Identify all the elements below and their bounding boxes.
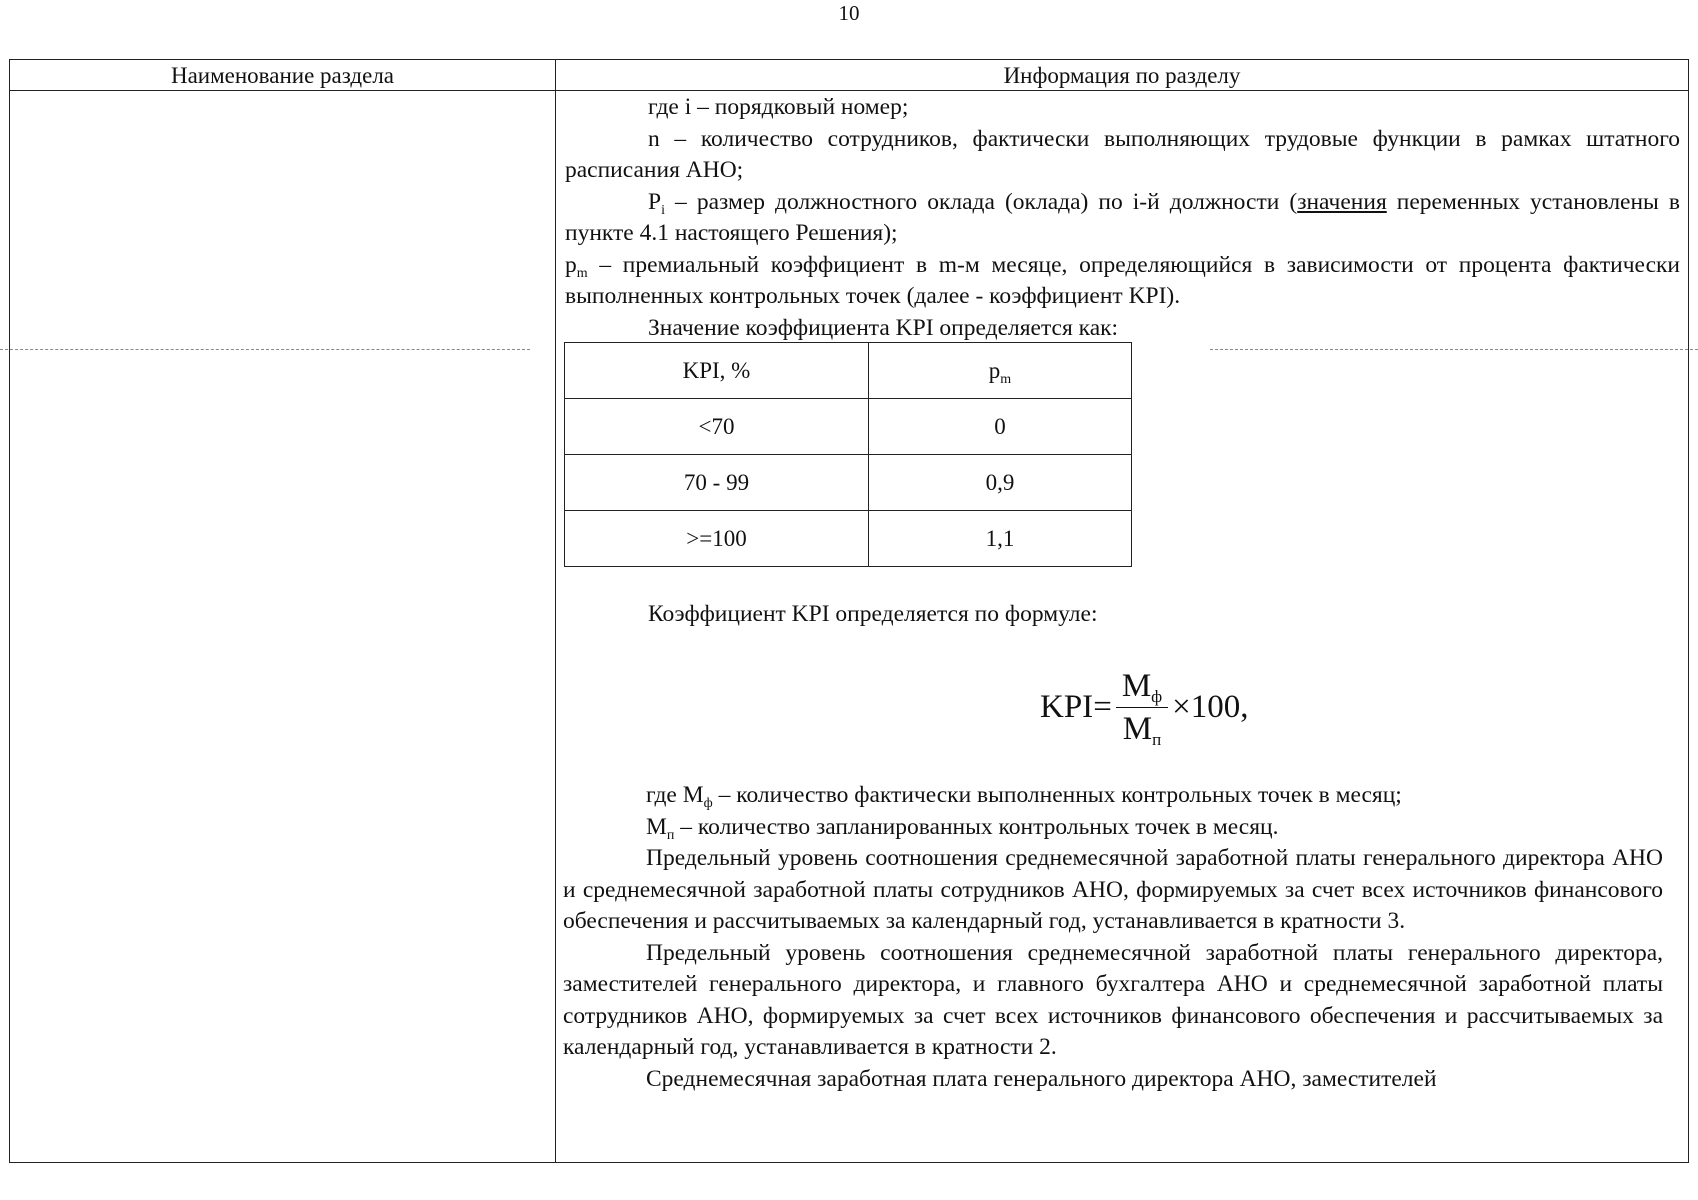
kpi-table-header-row — [565, 343, 1132, 399]
definition-mp: $M_п$ – количество запланированных контрольных точек в месяц. — [646, 813, 1279, 843]
coef-cell: 0,9 — [869, 455, 1132, 511]
header-section-name: Наименование раздела — [170, 63, 394, 88]
kpi-formula — [1040, 667, 1249, 748]
definition-n: n – количество сотрудников, фактически выполняющих трудовые функции в рамках штатного расписания АНО; — [565, 125, 1680, 183]
kpi-range-cell: <70 — [565, 399, 869, 455]
formula-numerator: $M_ф$ — [1116, 667, 1168, 708]
header-section-info: Информация по разделу — [1003, 63, 1241, 88]
kpi-range-cell: >=100 — [565, 511, 869, 567]
header-divider — [10, 90, 1688, 91]
formula-lhs: KPI — [1040, 689, 1094, 725]
definition-pm: $p_m$ – премиальный коэффициент в m-м месяце, определяющийся в зависимости от процента фактически выполненных контрольных точек (далее - коэффициент KPI). — [565, 251, 1680, 309]
coef-cell: 0 — [869, 399, 1132, 455]
kpi-value-intro: Значение коэффициента KPI определяется как: — [648, 314, 1119, 341]
table-row — [565, 399, 1132, 455]
paragraph-salary: Среднемесячная заработная плата генерального директора АНО, заместителей — [646, 1065, 1437, 1092]
values-link[interactable]: значения — [1297, 188, 1387, 215]
formula-fraction — [1116, 667, 1168, 748]
formula-multiplier: ×100, — [1172, 689, 1249, 725]
kpi-table — [564, 342, 1132, 567]
kpi-range-cell: 70 - 99 — [565, 455, 869, 511]
formula-label: Коэффициент KPI определяется по формуле: — [648, 601, 1098, 627]
kpi-header: KPI, % — [565, 343, 869, 399]
definition-p: $P_i$ – размер должностного оклада (оклада) по i-й должности (значения переменных установлены в пункте 4.1 настоящего Решения); — [565, 188, 1680, 246]
dashed-line-left — [0, 349, 530, 350]
definition-mf: где $M_ф$ – количество фактически выполненных контрольных точек в месяц; — [646, 782, 1402, 811]
formula-equals: = — [1093, 689, 1112, 725]
section-info-text — [565, 92, 1680, 344]
table-row — [565, 511, 1132, 567]
page-number: 10 — [838, 1, 860, 25]
column-divider — [555, 60, 556, 1162]
paragraph-ratio-2: Предельный уровень соотношения среднемесячной заработной платы генерального директора, заместителей генерального директора, и главного бухгалтера АНО и среднемесячной заработной платы сотрудников АНО, формируемых за счет всех источников финансового обеспечения и рассчитываемых за календарный год, устанавливается в кратности 2. — [563, 939, 1663, 1060]
definition-i: где i – порядковый номер; — [648, 94, 909, 120]
paragraph-ratio-3: Предельный уровень соотношения среднемесячной заработной платы генерального директора АНО и среднемесячной заработной платы сотрудников АНО, формируемых за счет всех источников финансового обеспечения и рассчитываемых за календарный год, устанавливается в кратности 3. — [563, 845, 1663, 934]
table-row — [565, 455, 1132, 511]
coef-cell: 1,1 — [869, 511, 1132, 567]
lower-text — [563, 780, 1663, 1095]
pm-header: $p_m$ — [869, 343, 1132, 399]
formula-denominator: $M_п$ — [1122, 711, 1162, 749]
dashed-line-right — [1210, 349, 1698, 350]
